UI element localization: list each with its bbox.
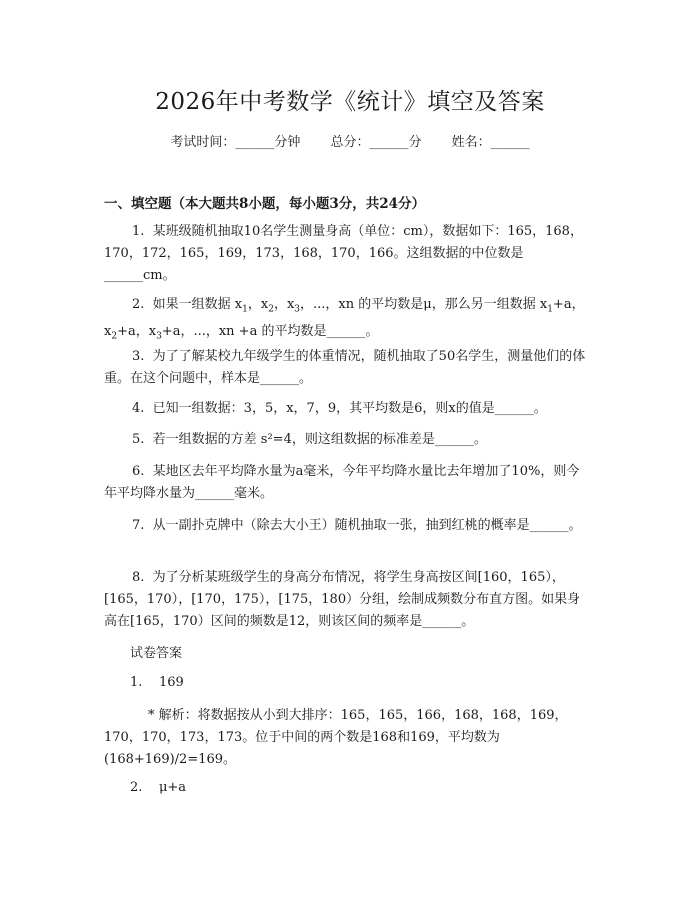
question-text: 为了分析某班级学生的身高分布情况，将学生身高按区间[160，165），[165，170），[170，175），[175，180）分组，绘制成频数分布直方图。如果身高在[165，170）区间的频数是12，则该区间的频率是______。 [104, 570, 581, 629]
question-text: 已知一组数据：3，5，x，7，9，其平均数是6，则x的值是______。 [152, 401, 547, 416]
section-title: 一、填空题（本大题共8小题，每小题3分，共24分） [104, 196, 426, 212]
analysis-text: * 解析：将数据按从小到大排序：165，165，166，168，168，169，170，170，173，173。位于中间的两个数是168和169，平均数为(168+169)/2=169。 [104, 708, 568, 767]
question-6 [104, 461, 589, 505]
question-number: 2. [132, 297, 145, 312]
question-number: 1. [132, 224, 145, 239]
question-number: 3. [132, 349, 145, 364]
question-3 [104, 346, 589, 390]
question-number: 6. [132, 464, 145, 479]
question-number: 8. [132, 570, 145, 585]
question-5 [104, 429, 589, 451]
exam-score: 总分：______分 [330, 135, 422, 150]
answers-title: 试卷答案 [130, 646, 183, 661]
question-number: 4. [132, 401, 145, 416]
question-text: 为了了解某校九年级学生的体重情况，随机抽取了50名学生，测量他们的体重。在这个问题中，样本是______。 [104, 349, 586, 386]
question-text: 某地区去年平均降水量为a毫米，今年平均降水量比去年增加了10%，则今年平均降水量为______毫米。 [104, 464, 580, 501]
exam-time: 考试时间：______分钟 [170, 135, 301, 150]
question-1 [104, 221, 589, 287]
question-2 [104, 294, 589, 347]
question-number: 7. [132, 518, 145, 533]
question-text: 从一副扑克牌中（除去大小王）随机抽取一张，抽到红桃的概率是______。 [152, 518, 582, 533]
answer-number: 2. [130, 780, 143, 795]
exam-name: 姓名：______ [451, 135, 530, 150]
answer-1-analysis [104, 705, 589, 771]
answer-value: μ+a [158, 780, 187, 795]
exam-meta [0, 131, 700, 150]
answer-value: 169 [158, 675, 184, 690]
answer-1 [130, 675, 184, 690]
question-number: 5. [132, 432, 145, 447]
page-title: 2026年中考数学《统计》填空及答案 [155, 89, 545, 115]
question-7 [104, 515, 589, 537]
answer-2 [130, 780, 186, 795]
question-text: 某班级随机抽取10名学生测量身高（单位：cm），数据如下：165，168，170，172，165，169，173，168，170，166。这组数据的中位数是______cm。 [104, 224, 583, 283]
question-text: 若一组数据的方差 s²=4，则这组数据的标准差是______。 [152, 432, 487, 447]
question-text: 如果一组数据 $x_1$，$x_2$，$x_3$，...，xn 的平均数是μ，那么另一组数据 $x_1+a$，$x_2+a$，$x_3+a$，...，xn +a 的平均数是______。 [104, 297, 585, 342]
answer-number: 1. [130, 675, 143, 690]
question-4 [104, 398, 589, 420]
question-8 [104, 567, 589, 633]
